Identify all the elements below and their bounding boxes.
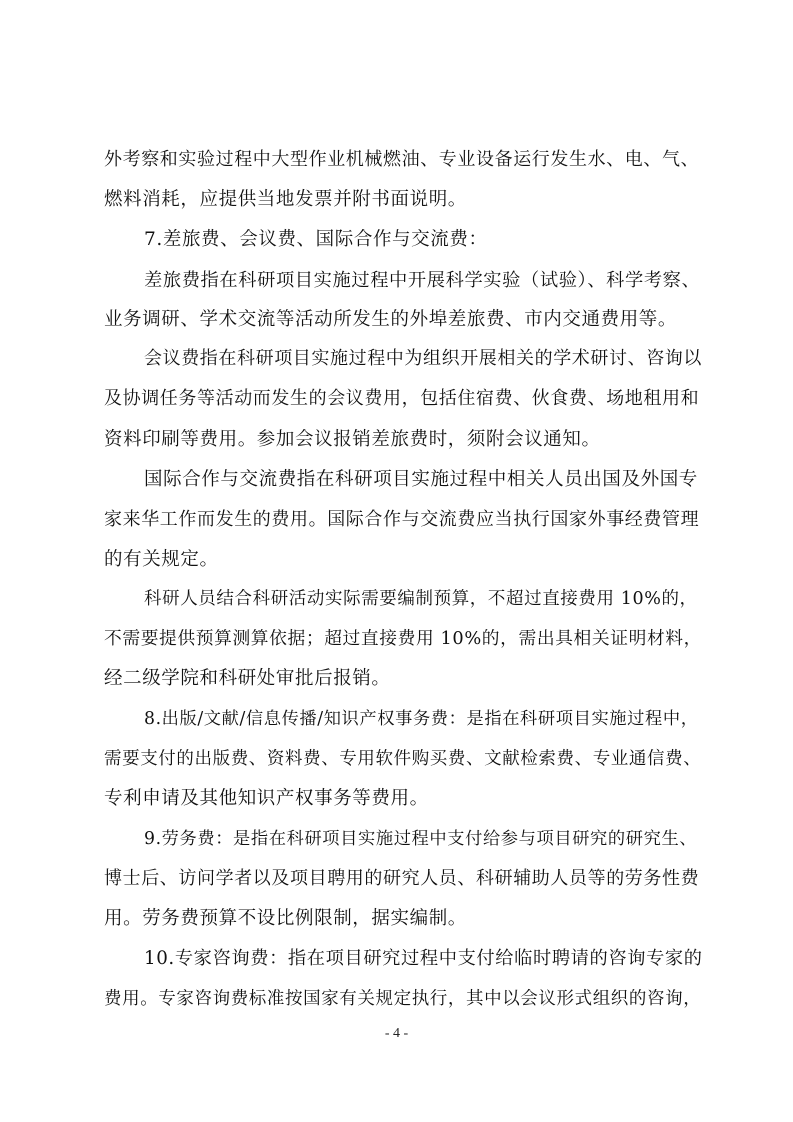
text-line: 的有关规定。 [104,549,219,570]
text-line: 专利申请及其他知识产权事务等费用。 [104,788,429,809]
page-number: - 4 - [384,1026,409,1041]
text-line: 资料印刷等费用。参加会议报销差旅费时，须附会议通知。 [104,429,601,450]
text-line: 及协调任务等活动而发生的会议费用，包括住宿费、伙食费、场地租用和 [104,388,700,409]
section-heading: 10.专家咨询费：指在项目研究过程中支付给临时聘请的咨询专家的 [144,948,703,969]
text-line: 经二级学院和科研处审批后报销。 [104,668,391,689]
text-line: 家来华工作而发生的费用。国际合作与交流费应当执行国家外事经费管理 [104,509,700,530]
text-line: 费用。专家咨询费标准按国家有关规定执行，其中以会议形式组织的咨询， [104,989,702,1009]
section-heading: 9.劳务费：是指在科研项目实施过程中支付给参与项目研究的研究生、 [144,829,698,849]
text-line: 不需要提供预算测算依据；超过直接费用 10%的，需出具相关证明材料， [104,629,702,649]
text-line: 需要支付的出版费、资料费、专用软件购买费、文献检索费、专业通信费、 [104,749,702,769]
text-line: 差旅费指在科研项目实施过程中开展科学实验（试验）、科学考察、 [144,270,701,291]
text-line: 业务调研、学术交流等活动所发生的外埠差旅费、市内交通费用等。 [104,309,678,330]
text-line: 外考察和实验过程中大型作业机械燃油、专业设备运行发生水、电、气、 [104,149,700,170]
text-line: 会议费指在科研项目实施过程中为组织开展相关的学术研讨、咨询以 [144,348,702,369]
text-line: 国际合作与交流费指在科研项目实施过程中相关人员出国及外国专 [144,469,698,490]
text-line: 燃料消耗，应提供当地发票并附书面说明。 [104,189,467,210]
section-heading: 7.差旅费、会议费、国际合作与交流费： [144,229,488,250]
text-line: 博士后、访问学者以及项目聘用的研究人员、科研辅助人员等的劳务性费 [104,868,700,889]
text-line: 科研人员结合科研活动实际需要编制预算，不超过直接费用 10%的， [144,589,698,609]
section-heading: 8.出版/文献/信息传播/知识产权事务费：是指在科研项目实施过程中， [144,709,699,729]
text-line: 用。劳务费预算不设比例限制，据实编制。 [104,908,467,929]
